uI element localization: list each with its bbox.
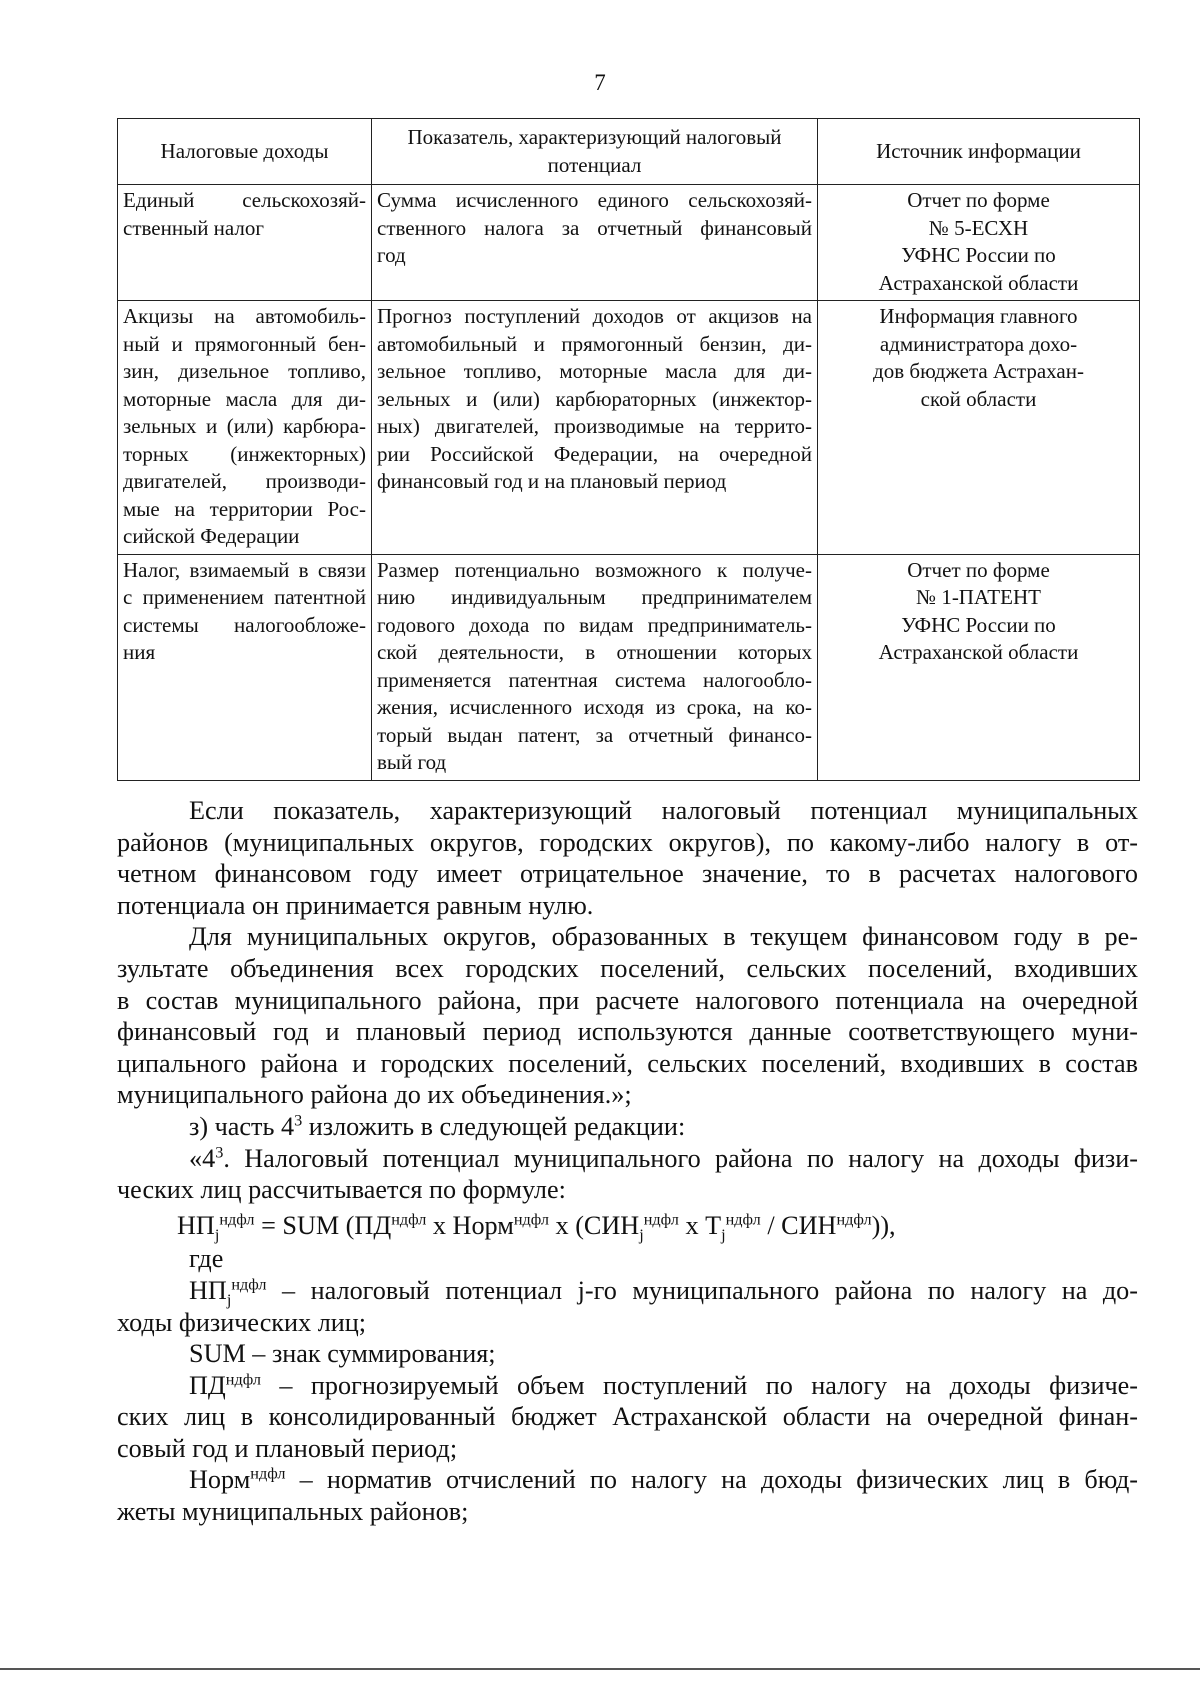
cell-source — [818, 554, 1140, 780]
text-line: в состав муниципального района, при расчете налогового потенциала на очередной — [117, 985, 1138, 1015]
page-number: 7 — [594, 70, 606, 95]
definition-np: $НП_j^{ндфл}$ – налоговый потенциал j-го муниципального района по налогу на до- ходы физических лиц; — [117, 1275, 1138, 1337]
cell-indicator — [372, 301, 818, 555]
header-indicator: Показатель, характеризующий налоговый потенциал — [372, 119, 818, 185]
ndfl-formula: $НП_j^{ндфл}$ = SUM ($ПД^{ндфл}$ х Норм$^{ндфл}$ х ($СИН_j^{ндфл}$ х $Т_j^{ндфл} / СИН^{ндфл}$)), — [177, 1209, 896, 1244]
cell-line: Астраханской области — [878, 640, 1079, 664]
cell-line: Информация главного — [879, 304, 1078, 328]
cell-line: Отчет по форме — [907, 557, 1050, 582]
cell-line: Отчет по форме — [907, 188, 1050, 212]
cell-line: Размер потенциально возможного к получе- — [377, 557, 812, 582]
cell-line: с применением патентной — [123, 585, 366, 609]
cell-line: Сумма исчисленного единого сельскохозяй- — [377, 188, 812, 212]
cell-line: финансовый год и на плановый период — [377, 469, 727, 493]
cell-line: ственного налога за отчетный финансовый — [377, 215, 812, 240]
definition-sum: SUM – знак суммирования; — [189, 1339, 496, 1369]
table-row — [118, 185, 1140, 301]
cell-line: ской деятельности, в отношении которых — [377, 640, 812, 664]
cell-line: зельных и (или) карбюра- — [123, 414, 366, 438]
paragraph-amendment: з) часть $4^3$ изложить в следующей редакции: — [189, 1111, 686, 1141]
cell-line: нию индивидуальным предпринимателем — [377, 585, 812, 609]
cell-line: ния — [123, 640, 156, 664]
table-row — [118, 554, 1140, 780]
bottom-rule — [0, 1668, 1200, 1670]
text-line: районов (муниципальных округов, городских округов), по какому-либо налогу в от- — [117, 827, 1138, 857]
cell-line: автомобильный и прямогонный бензин, ди- — [377, 331, 812, 356]
cell-indicator — [372, 554, 818, 780]
cell-line: зельных и (или) карбюраторных (инжектор- — [377, 386, 812, 411]
cell-line: вый год — [377, 750, 447, 774]
text-line: Для муниципальных округов, образованных в текущем финансовом году в ре- — [189, 922, 1138, 952]
text-line: ципального района и городских поселений, сельских поселений, входивших в состав — [117, 1048, 1138, 1078]
cell-line: Единый сельскохозяй- — [123, 188, 366, 212]
cell-line: моторные масла для ди- — [123, 386, 366, 411]
cell-line: дов бюджета Астрахан- — [873, 359, 1084, 383]
cell-line: двигателей, производи- — [123, 469, 366, 493]
header-tax-income: Налоговые доходы — [118, 119, 372, 185]
paragraph-ndfl-intro: «$4^3$. Налоговый потенциал муниципального района по налогу на доходы физи- ческих лиц рассчитывается по формуле: — [117, 1142, 1138, 1205]
cell-line: ской области — [920, 386, 1037, 411]
where-label: где — [189, 1244, 224, 1274]
header-source: Источник информации — [818, 119, 1140, 185]
cell-line: Акцизы на автомобиль- — [123, 304, 366, 328]
cell-line: № 5-ЕСХН — [928, 215, 1029, 240]
body-text — [117, 795, 1138, 1528]
text-line: муниципального района до их объединения.»; — [117, 1080, 632, 1110]
cell-line: Прогноз поступлений доходов от акцизов на — [377, 304, 812, 328]
definition-pd: $ПД^{ндфл}$ – прогнозируемый объем поступлений по налогу на доходы физиче- ских лиц в консолидированный бюджет Астраханской области на очередной финан- совый год и плановый период; — [117, 1369, 1138, 1463]
cell-line: № 1-ПАТЕНТ — [916, 585, 1041, 609]
cell-line: применяется патентная система налогообло- — [377, 667, 812, 692]
cell-tax-income — [118, 554, 372, 780]
table-row — [118, 301, 1140, 555]
cell-line: Астраханской области — [878, 270, 1079, 295]
cell-line: мые на территории Рос- — [123, 496, 366, 521]
cell-line: годового дохода по видам предприниматель- — [377, 612, 812, 637]
paragraph-negative-value — [117, 795, 1138, 921]
text-line: потенциала он принимается равным нулю. — [117, 890, 594, 920]
text-line: четном финансовом году имеет отрицательное значение, то в расчетах налогового — [117, 859, 1138, 889]
table-header-row — [118, 119, 1140, 185]
cell-line: ственный налог — [123, 215, 265, 240]
cell-line: торый выдан патент, за отчетный финансо- — [377, 722, 812, 747]
cell-tax-income — [118, 185, 372, 301]
text-line: финансовый год и плановый период используются данные соответствующего муни- — [117, 1017, 1138, 1047]
cell-line: торных (инжекторных) — [123, 441, 366, 466]
cell-indicator — [372, 185, 818, 301]
text-line: зультате объединения всех городских поселений, сельских поселений, входивших — [117, 953, 1138, 983]
cell-line: УФНС России по — [901, 612, 1056, 637]
cell-line: сийской Федерации — [123, 524, 300, 548]
cell-line: ный и прямогонный бен- — [123, 331, 366, 356]
cell-line: рии Российской Федерации, на очередной — [377, 441, 812, 466]
cell-line: Налог, взимаемый в связи — [123, 557, 366, 582]
cell-line: жения, исчисленного исходя из срока, на ко- — [377, 695, 812, 719]
paragraph-municipal-districts — [117, 921, 1138, 1111]
cell-source — [818, 301, 1140, 555]
cell-line: год — [377, 243, 406, 267]
text-line: Если показатель, характеризующий налоговый потенциал муниципальных — [189, 796, 1138, 825]
cell-line: ных) двигателей, производимые на террито- — [377, 414, 812, 438]
cell-tax-income — [118, 301, 372, 555]
cell-line: зин, дизельное топливо, — [123, 359, 366, 383]
tax-potential-table — [117, 118, 1140, 781]
cell-line: администратора дохо- — [879, 331, 1078, 356]
definition-norm: Норм$^{ндфл}$ – норматив отчислений по налогу на доходы физических лиц в бюд- жеты муниципальных районов; — [117, 1464, 1138, 1527]
cell-line: УФНС России по — [901, 243, 1056, 267]
cell-source — [818, 185, 1140, 301]
cell-line: системы налогообложе- — [123, 612, 366, 637]
cell-line: зельное топливо, моторные масла для ди- — [377, 359, 812, 383]
